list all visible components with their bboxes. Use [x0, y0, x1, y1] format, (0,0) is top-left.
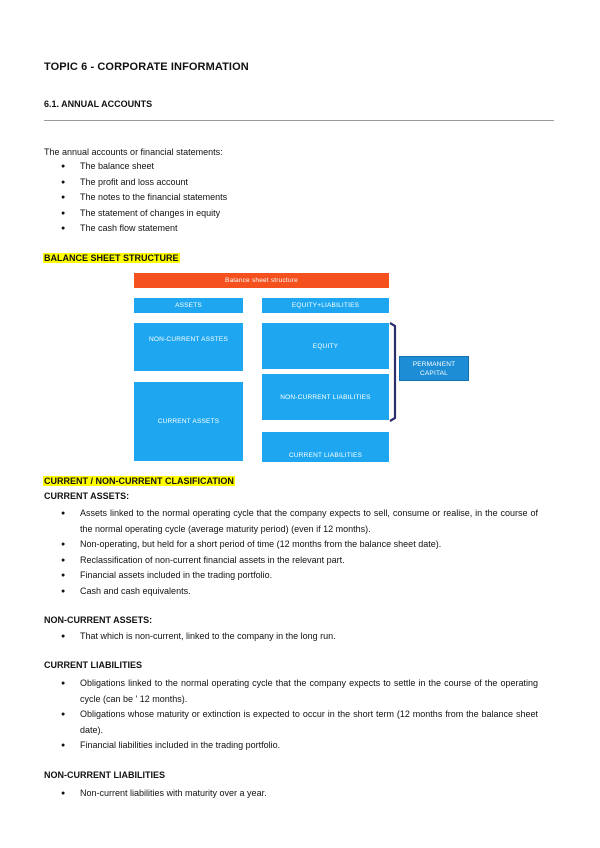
equity-liabilities-box: EQUITY+LIABILITIES	[262, 298, 389, 313]
divider	[44, 120, 554, 121]
list-item: ● That which is non-current, linked to the company in the long run.	[61, 629, 538, 645]
current-liabilities-box: CURRENT LIABILITIES	[262, 432, 389, 462]
list-item: ● Cash and cash equivalents.	[61, 584, 538, 600]
classification-heading-wrap	[43, 476, 235, 486]
list-item: ● Reclassification of non-current financial assets in the relevant part.	[61, 553, 538, 569]
permanent-capital-line1: PERMANENT	[412, 360, 456, 368]
page-title: TOPIC 6 - CORPORATE INFORMATION	[44, 61, 249, 73]
non-current-liabilities-heading: NON-CURRENT LIABILITIES	[44, 770, 165, 780]
statements-list	[61, 159, 227, 237]
intro-text: The annual accounts or financial statements:	[44, 147, 223, 157]
balance-sheet-heading: BALANCE SHEET STRUCTURE	[44, 253, 179, 263]
non-current-liabilities-box: NON-CURRENT LIABILITIES	[262, 374, 389, 420]
list-item: ● Obligations whose maturity or extinction is expected to occur in the short term (12 months from the balance sheet date).	[61, 707, 538, 738]
permanent-capital-line2: CAPITAL	[419, 369, 448, 377]
list-item: ● The notes to the financial statements	[61, 190, 227, 206]
assets-box: ASSETS	[134, 298, 243, 313]
current-assets-box: CURRENT ASSETS	[134, 382, 243, 461]
list-item: ● Financial assets included in the trading portfolio.	[61, 568, 538, 584]
list-item: ● The profit and loss account	[61, 175, 227, 191]
current-assets-heading: CURRENT ASSETS:	[44, 491, 130, 501]
list-item: ● Assets linked to the normal operating cycle that the company expects to sell, consume or realise, in the course of the normal operating cycle (average maturity period) (even if 12 months).	[61, 506, 538, 537]
current-liabilities-list	[61, 676, 538, 754]
non-current-liabilities-list	[61, 786, 538, 802]
list-item: ● Non-operating, but held for a short period of time (12 months from the balance sheet date).	[61, 537, 538, 553]
current-assets-list	[61, 506, 538, 599]
permanent-capital-box	[399, 356, 469, 381]
list-item: ● The statement of changes in equity	[61, 206, 227, 222]
non-current-assets-box: NON-CURRENT ASSTES	[134, 323, 243, 371]
non-current-assets-heading: NON-CURRENT ASSETS:	[44, 615, 153, 625]
classification-heading: CURRENT / NON-CURRENT CLASIFICATION	[44, 476, 234, 486]
list-item: ● Financial liabilities included in the trading portfolio.	[61, 738, 538, 754]
current-liabilities-heading: CURRENT LIABILITIES	[44, 660, 142, 670]
list-item: ● Obligations linked to the normal operating cycle that the company expects to settle in the course of the operating cycle (can be ' 12 months).	[61, 676, 538, 707]
list-item: ● The cash flow statement	[61, 221, 227, 237]
section-subtitle: 6.1. ANNUAL ACCOUNTS	[44, 99, 153, 109]
non-current-assets-list	[61, 629, 538, 645]
list-item: ● Non-current liabilities with maturity over a year.	[61, 786, 538, 802]
list-item: ● The balance sheet	[61, 159, 227, 175]
diagram-header: Balance sheet structure	[134, 273, 389, 288]
equity-box: EQUITY	[262, 323, 389, 369]
balance-heading-wrap	[43, 253, 180, 263]
